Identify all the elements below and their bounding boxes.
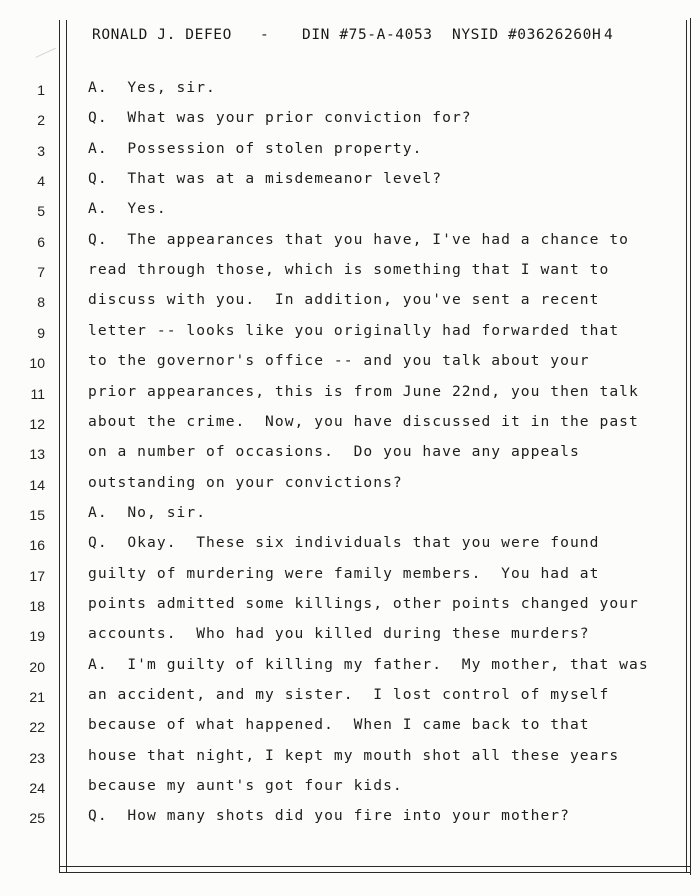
transcript-line — [0, 231, 700, 261]
header-din: DIN #75-A-4053 — [302, 27, 433, 43]
transcript-line — [0, 534, 700, 564]
line-number: 13 — [29, 446, 45, 463]
transcript-line — [0, 686, 700, 716]
transcript-line — [0, 383, 700, 413]
line-number: 8 — [37, 294, 45, 311]
line-text: A. Yes. — [88, 200, 167, 218]
transcript-line — [0, 716, 700, 746]
line-text: A. Yes, sir. — [88, 79, 216, 96]
line-text: read through those, which is something that I want to — [88, 261, 610, 279]
line-number: 25 — [29, 810, 45, 827]
transcript-line — [0, 777, 700, 807]
line-number: 21 — [29, 689, 45, 705]
transcript-line — [0, 200, 700, 230]
line-number: 5 — [37, 203, 45, 220]
line-number: 23 — [29, 749, 45, 766]
header-separator: - — [260, 27, 270, 43]
line-number: 24 — [29, 780, 45, 797]
line-number: 15 — [29, 506, 45, 523]
line-number: 17 — [29, 567, 45, 584]
line-text: Q. How many shots did you fire into your mother? — [88, 807, 570, 825]
line-number: 9 — [37, 324, 45, 341]
transcript-line — [0, 352, 700, 382]
transcript-line — [0, 79, 700, 109]
line-text: because my aunt's got four kids. — [88, 777, 403, 795]
bottom-rule-outer — [59, 872, 691, 873]
transcript-line — [0, 109, 700, 139]
line-number: 18 — [29, 597, 45, 614]
transcript-line — [0, 474, 700, 504]
line-number: 4 — [37, 173, 45, 190]
transcript-line — [0, 322, 700, 352]
transcript-line — [0, 504, 700, 534]
line-text: accounts. Who had you killed during these murders? — [88, 625, 590, 643]
stray-mark — [36, 48, 59, 64]
line-number: 19 — [29, 628, 45, 645]
line-text: A. No, sir. — [88, 503, 207, 521]
line-number: 22 — [29, 719, 45, 736]
line-text: points admitted some killings, other points changed your — [88, 594, 639, 612]
line-text: to the governor's office -- and you talk about your — [88, 352, 590, 370]
transcript-line — [0, 413, 700, 443]
transcript-line — [0, 443, 700, 473]
line-text: A. I'm guilty of killing my father. My mother, that was — [88, 655, 649, 673]
line-text: Q. What was your prior conviction for? — [88, 109, 472, 127]
line-number: 2 — [37, 112, 45, 129]
line-text: guilty of murdering were family members. You had at — [88, 564, 600, 582]
line-text: Q. The appearances that you have, I've had a chance to — [88, 230, 629, 248]
line-text: Q. That was at a misdemeanor level? — [88, 170, 443, 188]
line-number: 14 — [29, 476, 45, 493]
header-nysid: NYSID #03626260H — [452, 27, 602, 43]
line-text: because of what happened. When I came back to that — [88, 716, 590, 734]
line-text: letter -- looks like you originally had forwarded that — [88, 321, 620, 339]
line-number: 12 — [29, 415, 45, 432]
line-text: A. Possession of stolen property. — [88, 139, 423, 157]
line-text: house that night, I kept my mouth shot all these years — [88, 746, 620, 764]
transcript-line — [0, 170, 700, 200]
line-number: 3 — [37, 142, 45, 159]
line-text: an accident, and my sister. I lost control of myself — [88, 686, 610, 703]
line-text: on a number of occasions. Do you have any appeals — [88, 443, 580, 461]
page-header — [92, 27, 682, 47]
header-page-number: 4 — [604, 27, 614, 43]
line-number: 1 — [37, 82, 45, 98]
line-number: 16 — [29, 537, 45, 554]
transcript-line — [0, 807, 700, 837]
transcript-line — [0, 140, 700, 170]
line-text: outstanding on your convictions? — [88, 473, 403, 491]
transcript-line — [0, 747, 700, 777]
line-number: 20 — [29, 658, 45, 675]
line-number: 6 — [37, 233, 45, 250]
line-text: about the crime. Now, you have discussed it in the past — [88, 412, 639, 430]
line-number: 7 — [37, 264, 45, 281]
line-text: Q. Okay. These six individuals that you were found — [88, 534, 600, 552]
line-text: discuss with you. In addition, you've sent a recent — [88, 291, 600, 309]
transcript-line — [0, 595, 700, 625]
header-inmate-name: RONALD J. DEFEO — [92, 27, 232, 43]
transcript-line — [0, 291, 700, 321]
transcript-line — [0, 656, 700, 686]
line-number: 11 — [30, 385, 45, 402]
transcript-line — [0, 261, 700, 291]
transcript-line — [0, 625, 700, 655]
line-text: prior appearances, this is from June 22nd, you then talk — [88, 382, 639, 400]
transcript-line — [0, 565, 700, 595]
line-number: 10 — [29, 355, 45, 372]
bottom-rule-inner — [59, 866, 691, 867]
